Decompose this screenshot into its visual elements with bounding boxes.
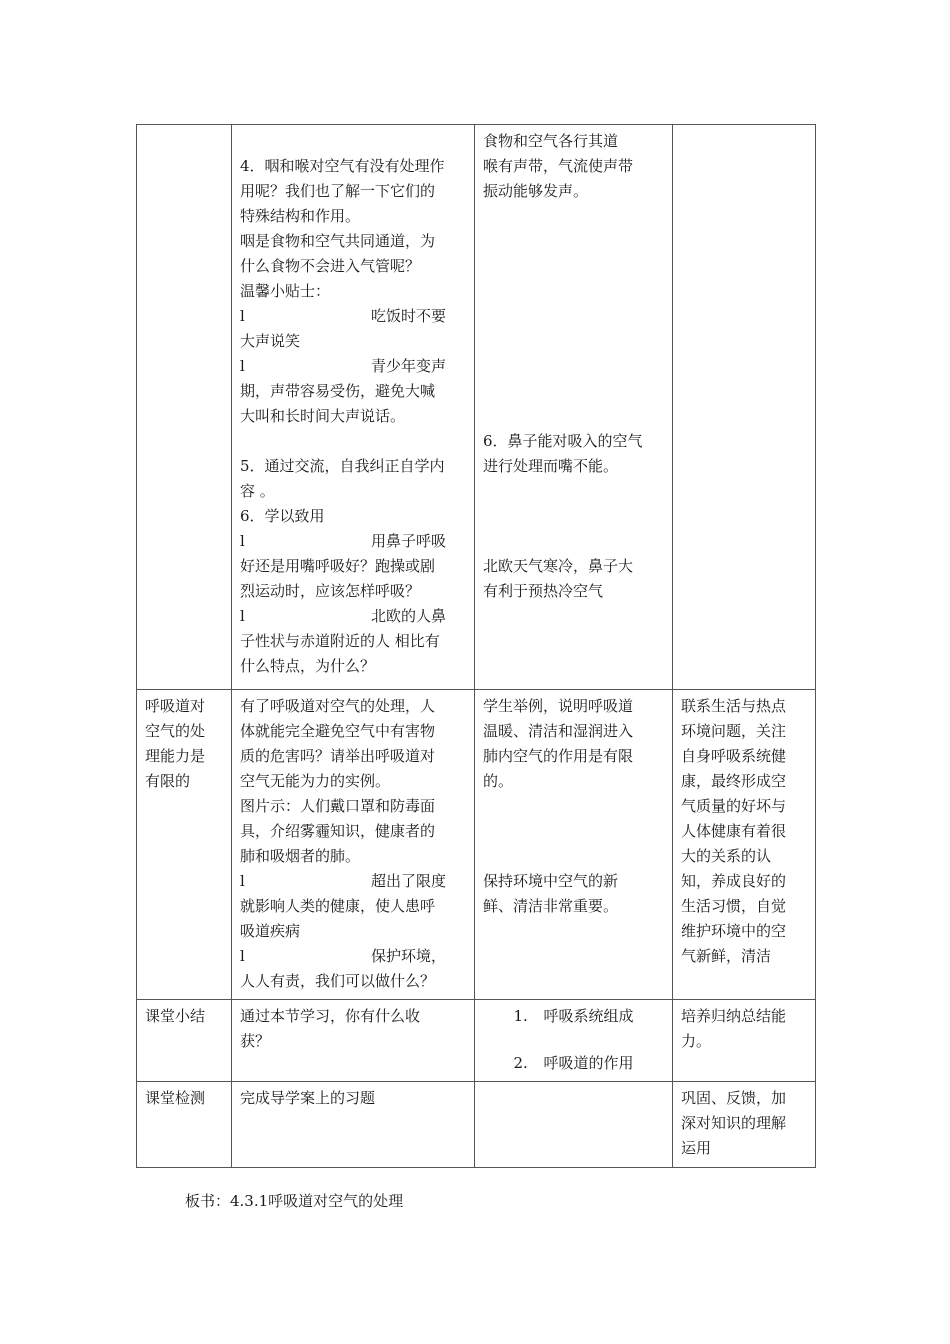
text-line: 保护环境，	[371, 947, 447, 965]
row2-intent-cell	[673, 690, 816, 1000]
text-line: 超出了限度	[371, 872, 447, 890]
list-item	[483, 1004, 664, 1029]
text-line: 食物和空气各行其道	[483, 132, 619, 150]
row1-intent-cell	[673, 125, 816, 690]
text-line: 体就能完全避免空气中有害物	[240, 722, 436, 740]
text-line: 气质量的好坏与	[681, 797, 787, 815]
list-item	[240, 604, 466, 629]
list-item	[240, 354, 466, 379]
table-row	[137, 125, 816, 690]
bullet-glyph: l	[240, 607, 245, 625]
text-line: 有利于预热冷空气	[483, 582, 604, 600]
text-line: 进行处理而嘴不能。	[483, 457, 619, 475]
row3-teacher-activity	[232, 1000, 475, 1082]
text-line: 深对知识的理解	[681, 1114, 787, 1132]
text-line: 空气无能为力的实例。	[240, 772, 391, 790]
row3-section-cell	[137, 1000, 232, 1082]
text-line: 课堂小结	[145, 1007, 206, 1025]
lesson-plan-table	[136, 124, 816, 1168]
text-line: 环境问题，关注	[681, 722, 787, 740]
row4-intent-cell	[673, 1082, 816, 1168]
list-item	[240, 944, 466, 969]
row4-teacher-activity	[232, 1082, 475, 1168]
row3-intent-cell	[673, 1000, 816, 1082]
text-line: 什么食物不会进入气管呢？	[240, 257, 421, 275]
bullet-glyph: l	[240, 872, 245, 890]
text-line: 6．学以致用	[240, 507, 325, 525]
text-line: 子性状与赤道附近的人 相比有	[240, 632, 440, 650]
text-line: 学生举例，说明呼吸道	[483, 697, 634, 715]
list-number: 1.	[513, 1007, 528, 1025]
blackboard-title: 板书：4.3.1呼吸道对空气的处理	[185, 1192, 404, 1210]
text-line: 维护环境中的空	[681, 922, 787, 940]
text-line: 6．鼻子能对吸入的空气	[483, 432, 643, 450]
row2-teacher-activity	[232, 690, 475, 1000]
text-line: 好还是用嘴呼吸好？跑操或剧	[240, 557, 436, 575]
text-line: 咽是食物和空气共同通道，为	[240, 232, 436, 250]
row3-student-activity	[475, 1000, 673, 1082]
text-line: 保持环境中空气的新	[483, 872, 619, 890]
text-line: 振动能够发声。	[483, 182, 589, 200]
list-item	[240, 529, 466, 554]
text-line: 运用	[681, 1139, 712, 1157]
text-line: 就影响人类的健康，使人患呼	[240, 897, 436, 915]
text-line: 通过本节学习，你有什么收	[240, 1007, 421, 1025]
text-line: 吸道疾病	[240, 922, 301, 940]
tip-title: 温馨小贴士：	[240, 282, 331, 300]
text-line: 期，声带容易受伤，避免大喊	[240, 382, 436, 400]
text-line: 力。	[681, 1032, 712, 1050]
text-line: 图片示：人们戴口罩和防毒面	[240, 797, 436, 815]
row2-student-activity	[475, 690, 673, 1000]
text-line: 联系生活与热点	[681, 697, 787, 715]
row1-section-cell	[137, 125, 232, 690]
text-line: 获？	[240, 1032, 271, 1050]
text-line: 5．通过交流，自我纠正自学内	[240, 457, 445, 475]
text-line: 人人有责，我们可以做什么？	[240, 972, 436, 990]
text-line: 吃饭时不要	[371, 307, 447, 325]
text-line: 北欧天气寒冷，鼻子大	[483, 557, 634, 575]
row4-student-activity	[475, 1082, 673, 1168]
text-line: 什么特点，为什么？	[240, 657, 376, 675]
text-line: 有了呼吸道对空气的处理，人	[240, 697, 436, 715]
text-line: 自身呼吸系统健	[681, 747, 787, 765]
row2-section-cell	[137, 690, 232, 1000]
row1-teacher-activity	[232, 125, 475, 690]
text-line: 呼吸道对	[145, 697, 206, 715]
text-line: 生活习惯，自觉	[681, 897, 787, 915]
text-line: 气新鲜，清洁	[681, 947, 772, 965]
text-line: 烈运动时，应该怎样呼吸？	[240, 582, 421, 600]
text-line: 喉有声带，气流使声带	[483, 157, 634, 175]
text-line: 质的危害吗？请举出呼吸道对	[240, 747, 436, 765]
row1-student-activity	[475, 125, 673, 690]
list-item	[483, 1051, 664, 1076]
bullet-glyph: l	[240, 532, 245, 550]
text-line: 空气的处	[145, 722, 206, 740]
text-line: 温暖、清洁和湿润进入	[483, 722, 634, 740]
text-line: 北欧的人鼻	[371, 607, 447, 625]
bullet-glyph: l	[240, 357, 245, 375]
text-line: 康，最终形成空	[681, 772, 787, 790]
text-line: 知，养成良好的	[681, 872, 787, 890]
list-number: 2.	[513, 1054, 528, 1072]
text-line: 巩固、反馈，加	[681, 1089, 787, 1107]
text-line: 用呢？我们也了解一下它们的	[240, 182, 436, 200]
table-row	[137, 690, 816, 1000]
text-line: 大叫和长时间大声说话。	[240, 407, 406, 425]
text-line: 4．咽和喉对空气有没有处理作	[240, 157, 445, 175]
text-line: 人体健康有着很	[681, 822, 787, 840]
text-line: 培养归纳总结能	[681, 1007, 787, 1025]
text-line: 具，介绍雾霾知识，健康者的	[240, 822, 436, 840]
text-line: 大声说笑	[240, 332, 301, 350]
text-line: 的。	[483, 772, 514, 790]
table-row	[137, 1000, 816, 1082]
text-line: 完成导学案上的习题	[240, 1089, 376, 1107]
table-row	[137, 1082, 816, 1168]
bullet-glyph: l	[240, 307, 245, 325]
text-line: 课堂检测	[145, 1089, 206, 1107]
text-line: 用鼻子呼吸	[371, 532, 447, 550]
text-line: 大的关系的认	[681, 847, 772, 865]
text-line: 青少年变声	[371, 357, 447, 375]
text-line: 肺和吸烟者的肺。	[240, 847, 361, 865]
row4-section-cell	[137, 1082, 232, 1168]
list-item	[240, 304, 466, 329]
list-item	[240, 869, 466, 894]
text-line: 容 。	[240, 482, 275, 500]
text-line: 呼吸系统组成	[543, 1007, 634, 1025]
text-line: 肺内空气的作用是有限	[483, 747, 634, 765]
bullet-glyph: l	[240, 947, 245, 965]
text-line: 鲜、清洁非常重要。	[483, 897, 619, 915]
text-line: 特殊结构和作用。	[240, 207, 361, 225]
text-line: 理能力是	[145, 747, 206, 765]
text-line: 呼吸道的作用	[543, 1054, 634, 1072]
text-line: 有限的	[145, 772, 191, 790]
